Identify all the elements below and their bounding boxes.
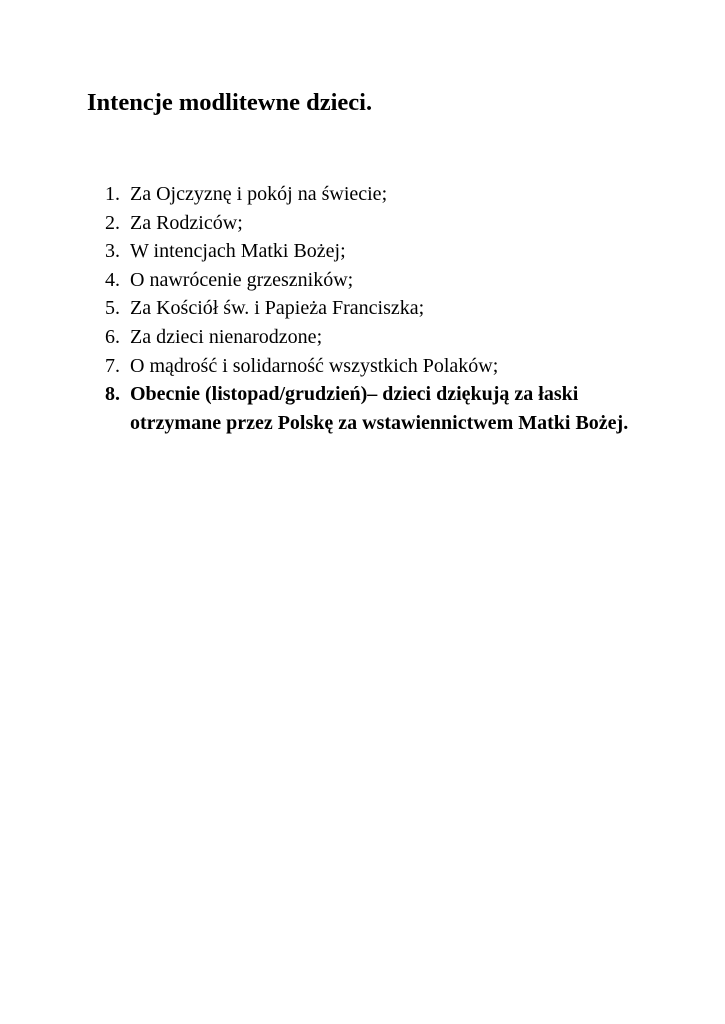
list-item [105, 352, 665, 381]
list-item [105, 209, 665, 238]
list-item-text: Za dzieci nienarodzone; [130, 325, 323, 348]
list-item-number: 3. [105, 240, 120, 263]
list-item-number: 4. [105, 268, 120, 291]
list-item [105, 294, 665, 323]
list-item [105, 237, 665, 266]
list-item [105, 180, 665, 209]
list-item-text: Za Rodziców; [130, 211, 243, 234]
intentions-list [105, 180, 665, 437]
list-item-text: Za Kościół św. i Papieża Franciszka; [130, 297, 425, 320]
list-item-number: 5. [105, 297, 120, 320]
list-item [105, 323, 665, 352]
list-item-text: O nawrócenie grzeszników; [130, 268, 354, 291]
list-item-text: Za Ojczyznę i pokój na świecie; [130, 183, 388, 205]
list-item-number: 6. [105, 325, 120, 348]
list-item [105, 266, 665, 295]
list-item-number: 2. [105, 211, 120, 234]
list-item-current-intention [105, 380, 665, 437]
list-item-number: 7. [105, 354, 120, 377]
page-title: Intencje modlitewne dzieci. [87, 89, 373, 116]
list-item-number: 1. [105, 183, 120, 205]
list-item-text: W intencjach Matki Bożej; [130, 240, 346, 263]
list-item-text: O mądrość i solidarność wszystkich Polaków; [130, 354, 499, 377]
list-item-text: Obecnie (listopad/grudzień)– dzieci dziękują za łaski otrzymane przez Polskę za wstawiennictwem Matki Bożej. [130, 383, 629, 434]
list-item-number: 8. [105, 383, 120, 406]
